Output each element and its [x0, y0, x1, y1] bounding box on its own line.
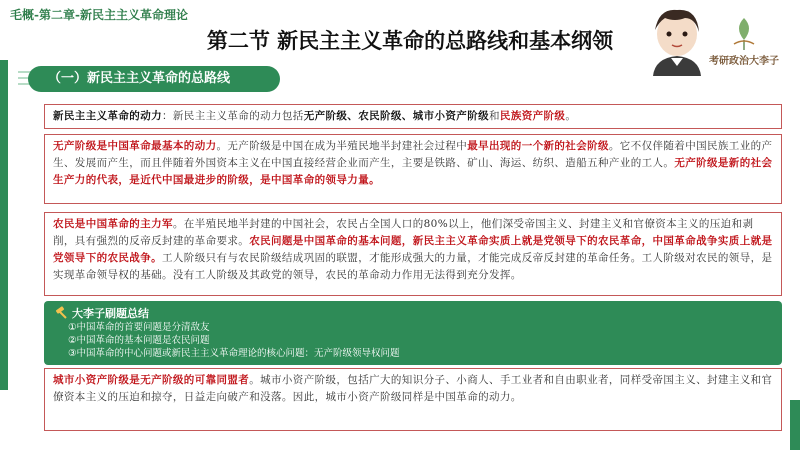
avatar	[645, 6, 709, 76]
proletariat-heading: 无产阶级是中国革命最基本的动力	[53, 140, 217, 152]
petty-bourgeoisie-box	[44, 368, 782, 431]
peasants-text: 。在半殖民地半封建的中国社会，农民占全国人口的80%以上，他们深受帝国主义、封建主义和官僚资本主义的压迫和剥削，具有强烈的反帝反封建的革命要求。	[53, 218, 754, 247]
proletariat-emphasis: 最早出现的一个新的社会阶级	[467, 140, 609, 152]
page-title: 第二节 新民主主义革命的总路线和基本纲领	[206, 28, 614, 53]
peasants-box	[44, 212, 782, 296]
dynamics-national: 民族资产阶级	[499, 110, 566, 122]
section-label: （一）新民主主义革命的总路线	[28, 66, 280, 92]
peasants-detail: 工人阶级只有与农民阶级结成巩固的联盟，才能形成强大的力量，才能完成反帝反封建的革命任务。工人阶级对农民的领导，是实现革命领导权的基础。没有工人阶级及其政党的领导，农民的革命动力作用无法得到充分发挥。	[53, 252, 773, 281]
summary-panel	[44, 301, 782, 365]
leaf-icon	[704, 14, 784, 72]
peasants-heading: 农民是中国革命的主力军	[53, 218, 173, 230]
proletariat-box	[44, 134, 782, 204]
logo-text: 考研政治大李子	[709, 56, 779, 67]
summary-title: 大李子刷题总结	[72, 307, 149, 320]
breadcrumb: 毛概-第二章-新民主主义革命理论	[10, 8, 188, 22]
dynamics-classes: 无产阶级、农民阶级、城市小资产阶级	[303, 110, 490, 122]
dynamics-box	[44, 104, 782, 129]
proletariat-text: 。无产阶级是中国在成为半殖民地半封建社会过程中	[216, 140, 468, 152]
dynamics-end: 。	[565, 110, 577, 122]
right-accent-bar	[790, 400, 800, 450]
summary-item: ③中国革命的中心问题或新民主主义革命理论的核心问题：无产阶级领导权问题	[68, 348, 400, 359]
peasants-emphasis: 农民问题是中国革命的基本问题，新民主主义革命实质上就是党领导下的农民革命，中国革命战争实质上就是党领导下的农民战争。	[53, 235, 773, 264]
proletariat-detail: 。它不仅伴随着中国民族工业的产生、发展而产生，而且伴随着外国资本主义在中国直接经营企业而产生，主要是铁路、矿山、海运、纺织、造船五种产业的工人。	[53, 140, 773, 169]
dynamics-label: 新民主主义革命的动力	[53, 110, 162, 122]
dynamics-text: ：新民主主义革命的动力包括	[162, 110, 304, 122]
petty-text: 。城市小资产阶级，包括广大的知识分子、小商人、手工业者和自由职业者，同样受帝国主义、封建主义和官僚资本主义的压迫和掠夺，日益走向破产和没落。因此，城市小资产阶级同样是中国革命的动力。	[53, 374, 773, 403]
gavel-icon	[54, 306, 68, 320]
summary-item: ②中国革命的基本问题是农民问题	[68, 335, 210, 346]
left-accent-bar	[0, 60, 8, 390]
summary-header	[54, 305, 772, 321]
summary-item: ①中国革命的首要问题是分清敌友	[68, 322, 210, 333]
proletariat-conclusion: 无产阶级是新的社会生产力的代表，是近代中国最进步的阶级，是中国革命的领导力量。	[53, 157, 773, 186]
brand-logo	[704, 14, 784, 72]
dynamics-conj: 和	[489, 110, 500, 122]
petty-heading: 城市小资产阶级是无产阶级的可靠同盟者	[53, 374, 250, 386]
